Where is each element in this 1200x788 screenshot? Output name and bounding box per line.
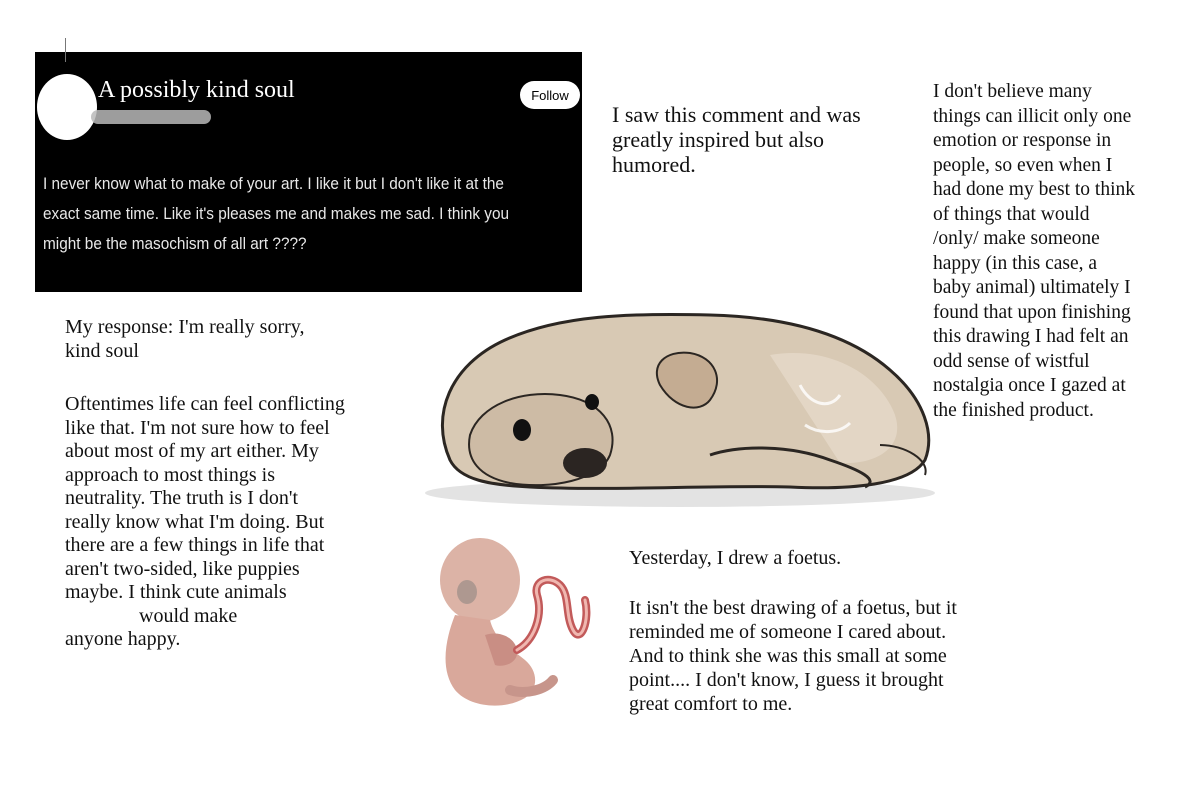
- comment-card: [35, 52, 582, 292]
- thread-line: [65, 38, 66, 62]
- comment-author[interactable]: A possibly kind soul: [98, 77, 295, 103]
- oftentimes-paragraph: [65, 393, 420, 652]
- believe-paragraph: I don't believe many things can illicit only one emotion or response in people, so even when I had done my best to think of things that would /only/ make someone happy (in this case, a baby animal) ultimately I found that upon finishing this drawing I had felt an odd sense of wistful nostalgia once I gazed at the finished product.: [933, 81, 1136, 421]
- inspired-caption: I saw this comment and was greatly inspired but also humored.: [612, 102, 861, 177]
- foetus-drawing: [425, 520, 605, 730]
- response-heading: My response: I'm really sorry, kind soul: [65, 316, 305, 362]
- comment-body: I never know what to make of your art. I like it but I don't like it at the exact same time. Like it's pleases me and makes me sad. I think you might be the masochism of all art ????: [43, 175, 510, 253]
- anyone-happy-text: anyone happy.: [65, 628, 181, 650]
- redacted-handle: [91, 110, 211, 124]
- foetus-paragraph: It isn't the best drawing of a foetus, but it reminded me of someone I cared about. And to think she was this small at some point.... I don't know, I guess it brought great comfort to me.: [629, 597, 957, 715]
- would-make-text: would make: [139, 604, 238, 627]
- oftentimes-text: Oftentimes life can feel conflicting like that. I'm not sure how to feel about most of my art either. My approach to most things is neutrality. The truth is I don't really know what I'm doing. But there are a few things in life that aren't two-sided, like puppies maybe. I think cute animals: [65, 393, 345, 603]
- would-make-line: [65, 605, 420, 629]
- foetus-intro: Yesterday, I drew a foetus.: [629, 547, 842, 569]
- avatar[interactable]: [37, 74, 97, 140]
- puppy-drawing: [410, 295, 950, 510]
- follow-button[interactable]: Follow: [520, 81, 580, 109]
